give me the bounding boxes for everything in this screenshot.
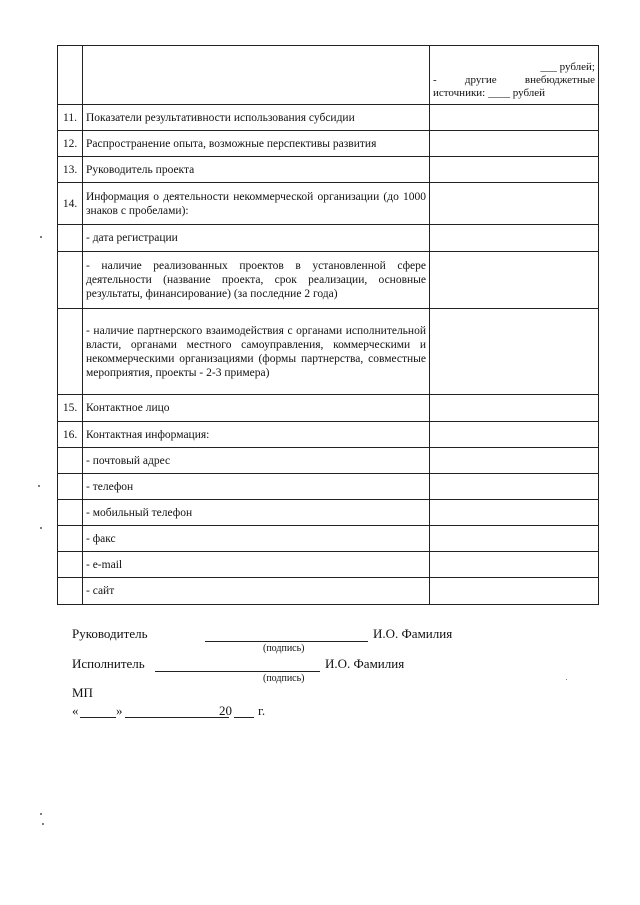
scan-speck	[40, 527, 42, 529]
row-number	[58, 500, 83, 526]
date-year-suffix: г.	[258, 703, 266, 718]
head-name: И.О. Фамилия	[373, 626, 453, 641]
row-name-cell	[83, 46, 430, 105]
executor-name: И.О. Фамилия	[325, 656, 405, 671]
row-value-cell	[430, 448, 599, 474]
row-number	[58, 225, 83, 252]
table-row	[58, 309, 599, 395]
table-row	[58, 422, 599, 448]
row-label: - наличие реализованных проектов в установленной сфере деятельности (название проекта, срок реализации, основные результаты, финансирование) (за последние 2 года)	[83, 252, 430, 309]
row-number: 11.	[58, 105, 83, 131]
stamp-place-label: МП	[72, 685, 93, 700]
table-row	[58, 474, 599, 500]
row-label: - мобильный телефон	[83, 500, 430, 526]
funding-rubles-line: ___ рублей;	[540, 61, 595, 73]
row-value-cell	[430, 131, 599, 157]
row-number-cell	[58, 46, 83, 105]
scan-speck	[38, 485, 40, 487]
scan-speck	[42, 823, 44, 825]
table-row	[58, 157, 599, 183]
date-close-quote: »	[116, 703, 123, 718]
date-year-prefix: 20	[219, 703, 232, 718]
table-row	[58, 183, 599, 225]
row-value-cell	[430, 474, 599, 500]
row-number	[58, 552, 83, 578]
date-open-quote: «	[72, 703, 79, 718]
row-value-cell	[430, 552, 599, 578]
application-form-table	[57, 45, 599, 605]
row-label: - дата регистрации	[83, 225, 430, 252]
executor-label: Исполнитель	[72, 656, 145, 671]
row-value-cell	[430, 309, 599, 395]
row-label: Распространение опыта, возможные перспективы развития	[83, 131, 430, 157]
executor-signature-hint: (подпись)	[263, 673, 305, 684]
row-value-cell	[430, 578, 599, 605]
table-row	[58, 131, 599, 157]
row-number: 14.	[58, 183, 83, 225]
row-label: - почтовый адрес	[83, 448, 430, 474]
row-number	[58, 526, 83, 552]
head-label: Руководитель	[72, 626, 148, 641]
table-row	[58, 46, 599, 105]
table-row	[58, 526, 599, 552]
row-number	[58, 309, 83, 395]
scan-speck	[40, 813, 42, 815]
row-value-cell	[430, 526, 599, 552]
table-row	[58, 552, 599, 578]
row-number	[58, 578, 83, 605]
row-value-cell	[430, 252, 599, 309]
row-number	[58, 448, 83, 474]
row-label: - факс	[83, 526, 430, 552]
head-signature-hint: (подпись)	[263, 643, 305, 654]
row-label: - e-mail	[83, 552, 430, 578]
table-row	[58, 252, 599, 309]
table-row	[58, 448, 599, 474]
date-year-line	[234, 717, 254, 718]
head-signature-line	[205, 641, 368, 642]
executor-signature-line	[155, 671, 320, 672]
row-number: 13.	[58, 157, 83, 183]
row-label: Контактная информация:	[83, 422, 430, 448]
row-number	[58, 474, 83, 500]
row-value-cell	[430, 225, 599, 252]
date-month-line	[125, 717, 229, 718]
row-label: - телефон	[83, 474, 430, 500]
row-number: 15.	[58, 395, 83, 422]
row-number	[58, 252, 83, 309]
row-value-cell	[430, 500, 599, 526]
row-value-cell	[430, 183, 599, 225]
row-value-cell	[430, 395, 599, 422]
funding-sources-cell	[430, 46, 599, 105]
scan-speck	[40, 236, 42, 238]
other-sources-line: - другие внебюджетные источники: ____ рублей	[433, 74, 595, 99]
row-label: - сайт	[83, 578, 430, 605]
row-label: - наличие партнерского взаимодействия с органами исполнительной власти, органами местного самоуправления, коммерческими и некоммерческими организациями (формы партнерства, совместные мероприятия, проекты - 2-3 примера)	[83, 309, 430, 395]
row-value-cell	[430, 422, 599, 448]
table-row	[58, 578, 599, 605]
row-label: Контактное лицо	[83, 395, 430, 422]
row-number: 16.	[58, 422, 83, 448]
row-label: Руководитель проекта	[83, 157, 430, 183]
scan-speck	[566, 679, 567, 680]
row-value-cell	[430, 157, 599, 183]
table-row	[58, 500, 599, 526]
date-day-line	[80, 717, 116, 718]
table-row	[58, 395, 599, 422]
row-value-cell	[430, 105, 599, 131]
row-number: 12.	[58, 131, 83, 157]
row-label: Информация о деятельности некоммерческой организации (до 1000 знаков с пробелами):	[83, 183, 430, 225]
row-label: Показатели результативности использования субсидии	[83, 105, 430, 131]
table-row	[58, 105, 599, 131]
table-row	[58, 225, 599, 252]
